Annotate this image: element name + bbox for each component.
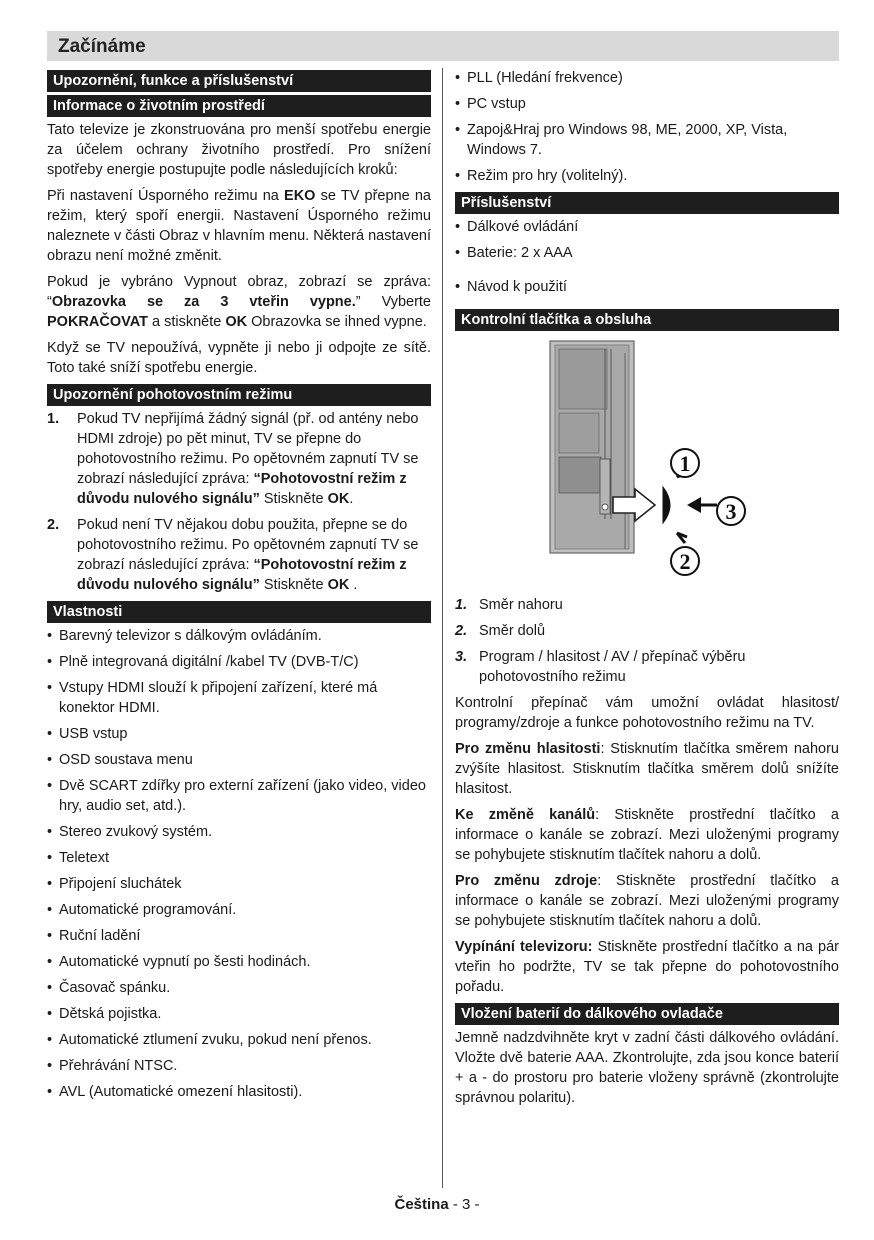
section-header-environment: Informace o životním prostředí xyxy=(47,95,431,117)
section-header-batteries: Vložení baterií do dálkového ovladače xyxy=(455,1003,839,1025)
page-title-text: Začínáme xyxy=(58,36,146,57)
figure-label-2: 2 xyxy=(679,549,691,574)
list-item: • Plně integrovaná digitální /kabel TV (DVB-T/C) xyxy=(47,652,431,672)
page-footer xyxy=(0,1196,874,1213)
list-item: • Automatické ztlumení zvuku, pokud není přenos. xyxy=(47,1030,431,1050)
right-column xyxy=(455,68,839,1114)
standby-list xyxy=(47,409,431,595)
list-item: • PLL (Hledání frekvence) xyxy=(455,68,839,88)
section-header-standby: Upozornění pohotovostním režimu xyxy=(47,384,431,406)
features-list-continued xyxy=(455,68,839,186)
env-paragraph-4: Když se TV nepoužívá, vypněte ji nebo ji odpojte ze sítě. Toto také sníží spotřebu energie. xyxy=(47,340,431,376)
page-title xyxy=(47,31,839,61)
volume-paragraph: Pro změnu hlasitosti: Stisknutím tlačítka směrem nahoru zvýšíte hlasitost. Stisknutím tlačítka směrem dolů snížíte hlasitost. xyxy=(455,741,839,797)
list-item: • Vstupy HDMI slouží k připojení zařízení, které má konektor HDMI. xyxy=(47,678,431,718)
list-item: • Dětská pojistka. xyxy=(47,1004,431,1024)
list-item: 1. Směr nahoru xyxy=(455,597,563,613)
section-header-notes: Upozornění, funkce a příslušenství xyxy=(47,70,431,92)
list-item: • Stereo zvukový systém. xyxy=(47,822,431,842)
figure-label-1: 1 xyxy=(679,451,691,476)
list-item: • OSD soustava menu xyxy=(47,750,431,770)
list-item: • Baterie: 2 x AAA xyxy=(455,243,839,263)
tv-side-illustration xyxy=(455,339,839,589)
list-item: • AVL (Automatické omezení hlasitosti). xyxy=(47,1082,431,1102)
env-paragraph-2: Při nastavení Úsporného režimu na EKO se TV přepne na režim, který spoří energii. Nastavení Úsporného režimu naleznete v části Obraz v hlavním menu. Některá nastavení obrazu není možné změnit. xyxy=(47,188,431,264)
list-item: • Ruční ladění xyxy=(47,926,431,946)
list-item: • USB vstup xyxy=(47,724,431,744)
list-item: • PC vstup xyxy=(455,94,839,114)
power-off-paragraph: Vypínání televizoru: Stiskněte prostřední tlačítko a na pár vteřin ho podržte, TV se tak přepne do pohotovostního pořadu. xyxy=(455,939,840,995)
list-item: • Zapoj&Hraj pro Windows 98, ME, 2000, XP, Vista, Windows 7. xyxy=(455,120,839,160)
list-item: • Připojení sluchátek xyxy=(47,874,431,894)
list-item: 3. Program / hlasitost / AV / přepínač výběru pohotovostního režimu xyxy=(455,649,746,685)
channel-paragraph: Ke změně kanálů: Stiskněte prostřední tlačítko a informace o kanále se zobrazí. Mezi uloženými programy se pohybujete stisknutím tlačítek nahoru a dolů. xyxy=(455,807,839,863)
features-list xyxy=(47,626,431,1102)
batteries-paragraph: Jemně nadzdvihněte kryt v zadní části dálkového ovládání. Vložte dvě baterie AAA. Zkontrolujte, zda jsou konce baterií + a - do prostoru pro baterie vloženy správně (zkontrolujte správnou polaritu). xyxy=(455,1030,839,1106)
figure-label-3: 3 xyxy=(725,499,737,524)
list-item: • Automatické programování. xyxy=(47,900,431,920)
footer-language: Čeština xyxy=(394,1196,449,1213)
controls-intro: Kontrolní přepínač vám umožní ovládat hlasitost/ programy/zdroje a funkce pohotovostního režimu na TV. xyxy=(455,695,839,731)
tv-control-diagram xyxy=(455,339,839,589)
list-item: • Časovač spánku. xyxy=(47,978,431,998)
list-item: 2. Směr dolů xyxy=(455,623,546,639)
section-header-features: Vlastnosti xyxy=(47,601,431,623)
list-item: • Dálkové ovládání xyxy=(455,217,839,237)
direction-list xyxy=(455,595,839,687)
section-header-controls: Kontrolní tlačítka a obsluha xyxy=(455,309,839,331)
env-paragraph-1: Tato televize je zkonstruována pro menší spotřebu energie za účelem ochrany životního prostředí. Pro snížení spotřeby energie postupujte podle následujících kroků: xyxy=(47,122,431,178)
left-column xyxy=(47,68,431,1108)
list-item: • Teletext xyxy=(47,848,431,868)
list-item: • Režim pro hry (volitelný). xyxy=(455,166,839,186)
list-item: • Automatické vypnutí po šesti hodinách. xyxy=(47,952,431,972)
source-paragraph: Pro změnu zdroje: Stiskněte prostřední tlačítko a informace o kanále se zobrazí. Mezi uloženými programy se pohybujete stisknutím tlačítek nahoru a dolů. xyxy=(455,873,839,929)
column-divider xyxy=(442,68,443,1188)
list-item: 1. Pokud TV nepřijímá žádný signál (př. od antény nebo HDMI zdroje) po pět minut, TV se přepne do pohotovostního režimu. Po opětovném zapnutí TV se zobrazí následující zpráva: “Pohotovostní režim z důvodu nulového signálu” Stiskněte OK. xyxy=(47,411,419,507)
env-paragraph-3: Pokud je vybráno Vypnout obraz, zobrazí se zpráva: “Obrazovka se za 3 vteřin vypne.” Vyberte POKRAČOVAT a stiskněte OK Obrazovka se ihned vypne. xyxy=(47,274,431,330)
page-number: - 3 - xyxy=(448,1196,480,1213)
list-item: • Návod k použití xyxy=(455,277,839,297)
section-header-accessories: Příslušenství xyxy=(455,192,839,214)
list-item: • Přehrávání NTSC. xyxy=(47,1056,431,1076)
list-item: • Barevný televizor s dálkovým ovládáním. xyxy=(47,626,431,646)
list-item: 2. Pokud není TV nějakou dobu použita, přepne se do pohotovostního režimu. Po opětovném zapnutí TV se zobrazí následující zpráva: “Pohotovostní režim z důvodu nulového signálu” Stiskněte OK . xyxy=(47,517,419,593)
list-item: • Dvě SCART zdířky pro externí zařízení (jako video, video hry, audio set, atd.). xyxy=(47,776,431,816)
accessories-list xyxy=(455,217,839,297)
